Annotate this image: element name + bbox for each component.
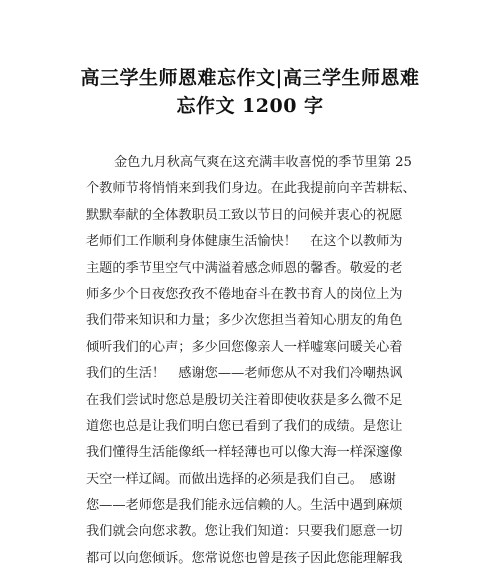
body-line: 老师们工作顺利身体健康生活愉快！ 在这个以教师为 (86, 234, 403, 250)
body-line: 天空一样辽阔。而做出选择的必须是我们自己。 感谢 (86, 471, 396, 487)
body-line: 都可以向您倾诉。您常说您也曾是孩子因此您能理解我 (86, 550, 403, 566)
body-line: 您——老师您是我们能永远信赖的人。生活中遇到麻烦 (86, 498, 403, 514)
document-body (86, 150, 426, 572)
body-line: 我们的生活！ 感谢您——老师您从不对我们冷嘲热讽 (86, 366, 403, 382)
body-line: 在我们尝试时您总是殷切关注着即使收获是多么微不足 (86, 392, 403, 408)
title-line-1: 高三学生师恩难忘作文|高三学生师恩难 (80, 67, 420, 89)
document-title (60, 64, 440, 120)
body-line: 道您也总是让我们明白您已看到了我们的成绩。是您让 (86, 418, 403, 434)
body-line: 我们带来知识和力量；多少次您担当着知心朋友的角色 (86, 313, 403, 329)
body-line: 默默奉献的全体教职员工致以节日的问候并衷心的祝愿 (86, 207, 403, 223)
title-line-2: 忘作文 1200 字 (176, 95, 324, 117)
body-line: 我们懂得生活能像纸一样轻薄也可以像大海一样深邃像 (86, 445, 403, 461)
body-line: 我们就会向您求教。您让我们知道：只要我们愿意一切 (86, 524, 403, 540)
body-line: 个教师节将悄悄来到我们身边。在此我提前向辛苦耕耘、 (86, 181, 416, 197)
body-line: 主题的季节里空气中满溢着感念师恩的馨香。敬爱的老 (86, 260, 403, 276)
body-line: 师多少个日夜您孜孜不倦地奋斗在教书育人的岗位上为 (86, 286, 403, 302)
body-line: 金色九月秋高气爽在这充满丰收喜悦的季节里第 25 (114, 155, 412, 170)
body-line: 倾听我们的心声；多少回您像亲人一样嘘寒问暖关心着 (86, 339, 403, 355)
